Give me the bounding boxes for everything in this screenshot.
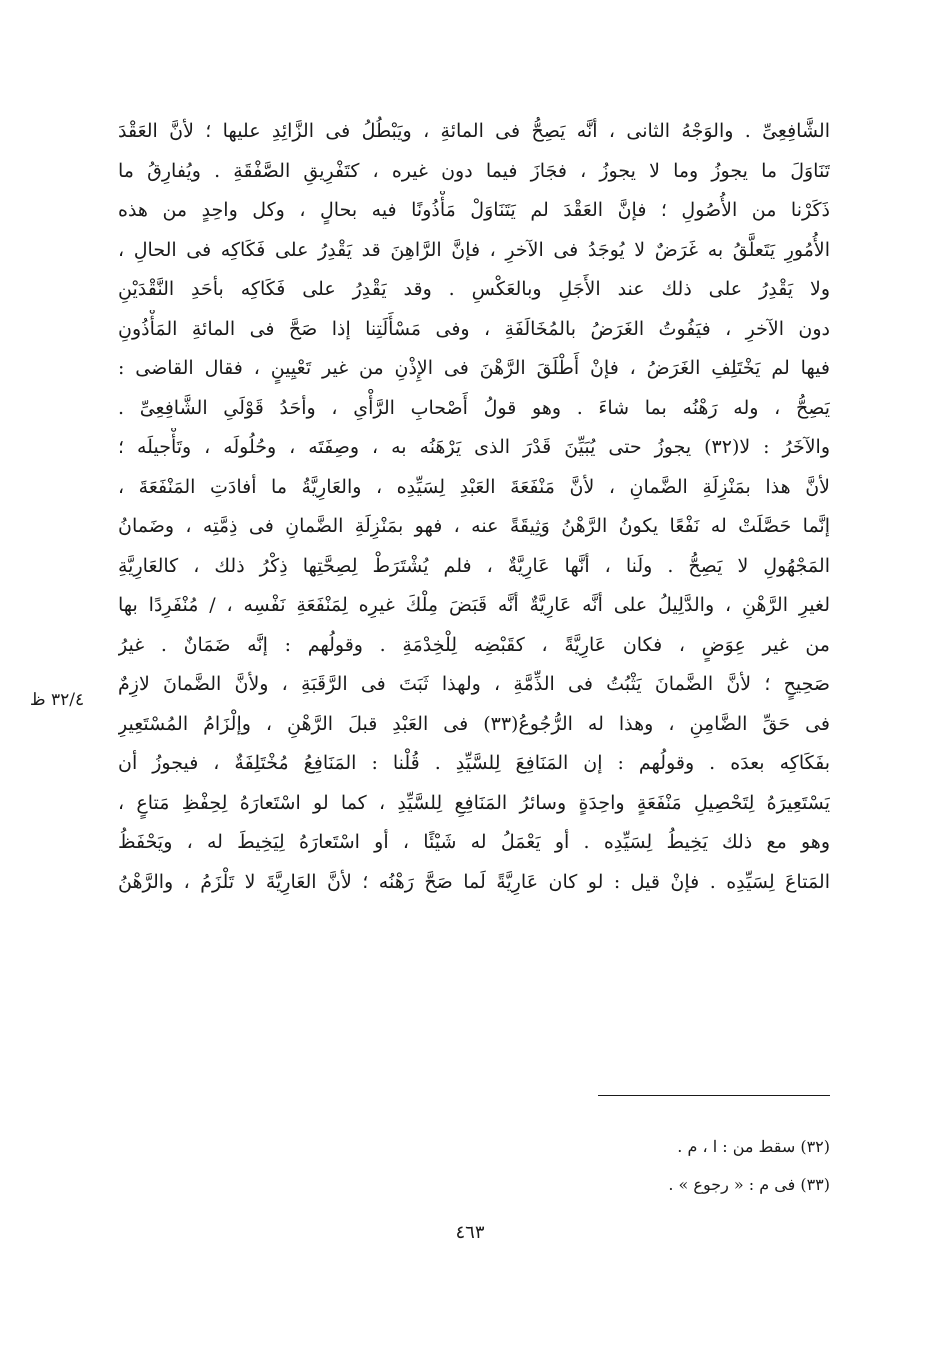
- text-line: فيها لم يَخْتَلِفِ الغَرَضُ ، فإنْ أَطْلَقَ الرَّهْنَ فى الإِذْنِ من غير تَعْيِينٍ ، فقال القاضى :: [118, 357, 830, 379]
- text-line: الأُمُورِ يَتَعلَّقُ به غَرَضٌ لا يُوجَدُ فى الآخرِ ، فإنَّ الرَّاهِنَ قد يَقْدِرُ على فَكَاكِه فى الحالِ ،: [118, 238, 830, 261]
- text-line: بفَكَاكِه بعدَه . وقولُهم : إن المَنَافِعَ لِلسَّيِّدِ . قُلْنا : المَنَافِعُ مُخْتَلِفَةٌ ، فيجوزُ أن: [118, 752, 830, 774]
- text-line: والآخَرُ : لا(٣٢) يجوزُ حتى يُبَيِّنَ قَدْرَ الذى يَرْهَنُه به ، وصِفَتَه ، وحُلُولَه ، وتَأْجيلَه ؛: [118, 436, 830, 458]
- manuscript-folio-marker: ٣٢/٤ ظ: [29, 690, 85, 710]
- text-line: يَسْتَعِيرَهُ لِتَحْصِيلِ مَنْفَعَةٍ واحِدَةٍ وسائرُ المَنَافِعِ لِلسَّيِّدِ ، كما لو اسْتَعارَهُ لِحِفْظِ مَتاعٍ ،: [118, 791, 830, 814]
- text-line: تَنَاوَلَ ما يجوزُ وما لا يجوزُ ، فجَازَ فيما دون غيره ، كتَفْرِيقِ الصَّفْقَةِ . ويُفارِقُ ما: [118, 159, 830, 182]
- text-line: من غير عِوَضٍ ، فكان عَارِيَّةً ، كقَبْضِه لِلْخِدْمَةِ . وقولُهم : إنَّه ضَمَانٌ . غيرُ: [118, 633, 830, 656]
- text-line: ولا يَقْدِرُ على ذلك عند الأَجَلِ وبالعَكْسِ . وقد يَقْدِرُ على فَكَاكِه بأحَدِ النَّقْدَيْنِ: [118, 278, 830, 300]
- text-line: ذَكَرْنا من الأُصُولِ ؛ فإنَّ العَقْدَ لم يَتَنَاوَلْ مَأْذُونًا فيه بحالٍ ، وكل واحِدٍ من هذه: [118, 199, 830, 221]
- text-line: فى حَقِّ الضَّامِنِ ، وهذا له الرُّجُوعُ(٣٣) فى العَبْدِ قبلَ الرَّهْنِ ، وإلْزَامُ المُسْتَعِيرِ: [118, 712, 830, 735]
- text-line: صَحِيحٍ ؛ لأنَّ الضَّمانَ يَثْبُتُ فى الذِّمَّةِ ، ولهذا ثَبَتَ فى الرَّقَبَةِ ، ولأنَّ الضَّمانَ لازِمٌ: [118, 673, 830, 695]
- footnote-divider: [598, 1095, 830, 1096]
- text-line: دون الآخرِ ، فيَفُوتُ الغَرَضُ بالمُخَالَفَةِ ، وفى مَسْأَلَتِنا إذا صَحَّ فى المائةِ المَأْذُونِ: [118, 317, 830, 340]
- page-number: ٤٦٣: [455, 1222, 485, 1243]
- footnote: (٣٢) سقط من : ا ، م .: [677, 1137, 830, 1156]
- text-line: لأنَّ هذا بمَنْزِلَةِ الضَّمانِ ، لأنَّ مَنْفَعَةَ العَبْدِ لِسَيِّدِه ، والعَارِيَّةُ ما أفادَتِ المَنْفَعَةَ ،: [118, 475, 830, 498]
- text-line: المَتاعَ لِسَيِّدِه . فإنْ قيل : لو كان عَارِيَّةً لَما صَحَّ رَهْنُه ؛ لأنَّ العَارِيَّةَ لا تَلْزَمُ ، والرَّهْنُ: [118, 870, 830, 893]
- main-text-block: [118, 112, 830, 902]
- footnote: (٣٣) فى م : « رجوع » .: [668, 1175, 830, 1194]
- footnotes-block: [400, 1128, 830, 1204]
- text-line: إنَّما حَصَّلَتْ له نَفْعًا يكونُ الرَّهْنُ وَثِيقَةً عنه ، فهو بمَنْزِلَةِ الضَّمانِ فى ذِمَّتِه ، وضَمانُ: [118, 515, 830, 537]
- text-line: لغيرِ الرَّهْنِ ، والدَّلِيلُ على أنَّه عَارِيَّةٌ أنَّه قَبَضَ مِلْكَ غيرِه لِمَنْفَعَةِ نَفْسِه ، / مُنْفَرِدًا بها: [118, 594, 830, 616]
- text-line: الشَّافِعِىِّ . والوَجْهُ الثانى ، أنَّه يَصِحُّ فى المائةِ ، ويَبْطُلُ فى الزَّائِدِ عليها ؛ لأنَّ العَقْدَ: [118, 120, 830, 142]
- text-line: وهو مع ذلك يَخِيطُ لِسَيِّدِه . أو يَعْمَلُ له شَيْئًا ، أو اسْتَعارَهُ لِيَخِيطَ له ، ويَحْفَظُ: [118, 831, 830, 853]
- text-line: يَصِحُّ ، وله رَهْنُه بما شاءَ . وهو قولُ أَصْحابِ الرَّأْىِ ، وأحَدُ قَوْلَىِ الشَّافِعِىِّ .: [118, 396, 830, 419]
- text-line: المَجْهُولِ لا يَصِحُّ . ولَنا ، أنَّها عَارِيَّةٌ ، فلم يُشْتَرَطْ لِصِحَّتِها ذِكْرُ ذلك ، كالعَارِيَّةِ: [118, 554, 830, 577]
